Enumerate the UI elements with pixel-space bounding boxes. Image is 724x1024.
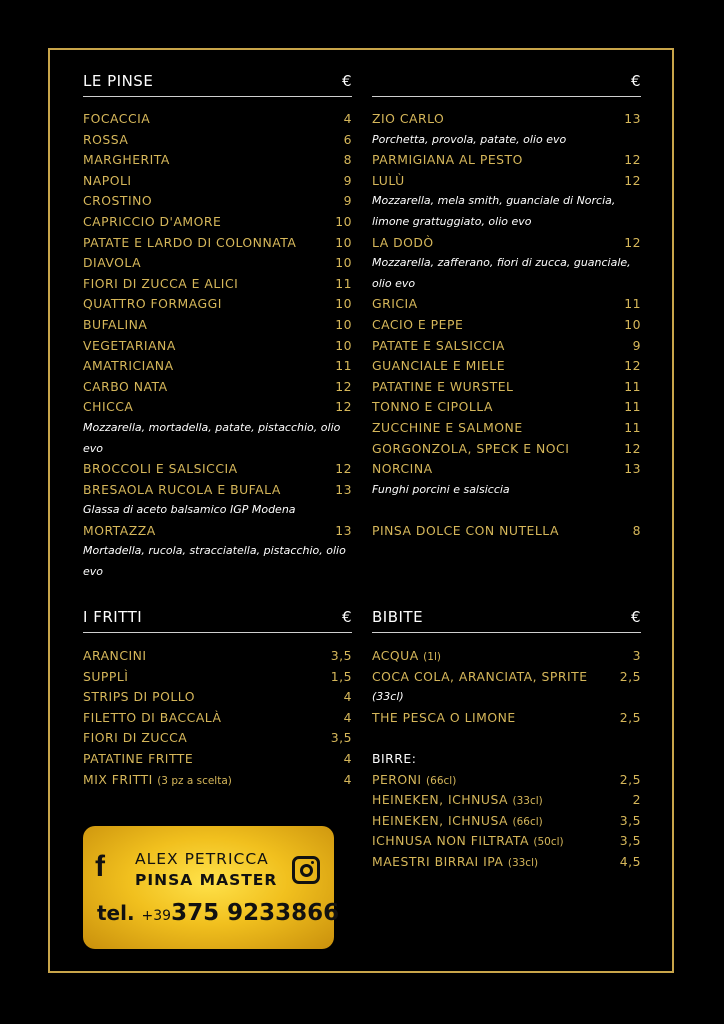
item-name: HEINEKEN, ICHNUSA [372, 812, 509, 828]
item-price: 10 [335, 337, 352, 353]
item-price: 10 [335, 296, 352, 312]
item-price: 13 [624, 111, 641, 126]
item-name: HEINEKEN, ICHNUSA [372, 792, 509, 808]
contact-card [83, 826, 340, 949]
item-name: PATATINE FRITTE [83, 750, 194, 766]
menu-item [372, 109, 641, 130]
item-name: MAESTRI BIRRAI IPA [372, 853, 504, 869]
item-price: 11 [624, 378, 641, 394]
item-name-group [372, 150, 523, 171]
item-name-group [372, 418, 523, 439]
item-name: GORGONZOLA, SPECK E NOCI [372, 440, 570, 456]
item-price: 12 [624, 234, 641, 250]
item-name: FILETTO DI BACCALÀ [83, 709, 222, 725]
menu-item [372, 521, 641, 542]
item-size-note: (50cl) [533, 836, 564, 849]
item-name-group [372, 831, 564, 852]
item-description: Glassa di aceto balsamico IGP Modena [83, 503, 296, 517]
menu-item [83, 728, 352, 749]
item-price: 3,5 [619, 833, 641, 849]
item-name: PATATE E SALSICCIA [372, 337, 505, 353]
menu-item [83, 646, 352, 667]
menu-item [83, 171, 352, 192]
item-name: MIX FRITTI [83, 771, 153, 787]
facebook-icon[interactable]: f [95, 850, 105, 883]
item-size-note: (66cl) [512, 815, 543, 828]
item-name: BUFALINA [83, 316, 148, 332]
contact-name: ALEX PETRICCA [135, 850, 269, 868]
item-name-group [83, 150, 170, 171]
menu-item [83, 480, 352, 501]
item-price: 6 [343, 131, 352, 147]
item-price: 9 [343, 193, 352, 209]
item-name-group [372, 790, 543, 811]
item-size-note: (3 pz a scelta) [157, 774, 232, 787]
item-name: TONNO E CIPOLLA [372, 399, 493, 415]
menu-item [372, 171, 641, 192]
item-name-group [83, 253, 141, 274]
item-price: 12 [624, 172, 641, 188]
item-price: 2 [632, 792, 641, 808]
item-name-group [83, 130, 128, 151]
item-name-group [83, 109, 150, 130]
section-title: I FRITTI [83, 608, 143, 626]
menu-item [83, 233, 352, 254]
item-name-group [83, 233, 296, 254]
menu-item [372, 150, 641, 171]
item-name: NAPOLI [83, 172, 132, 188]
menu-item [83, 130, 352, 151]
item-name: ZIO CARLO [372, 111, 445, 126]
section-title: BIBITE [372, 608, 424, 626]
item-name: ICHNUSA NON FILTRATA [372, 833, 529, 849]
item-name: MORTAZZA [83, 522, 156, 538]
bibite-header [372, 602, 641, 633]
item-name-group [83, 294, 222, 315]
currency-symbol: € [341, 608, 352, 626]
item-price: 12 [624, 440, 641, 456]
item-name: FIORI DI ZUCCA E ALICI [83, 275, 239, 291]
item-name-group [372, 171, 405, 192]
item-name: PINSA DOLCE CON NUTELLA [372, 522, 559, 538]
tel-label: tel. [97, 901, 135, 925]
item-price: 10 [335, 255, 352, 271]
item-name-group [372, 315, 463, 336]
menu-item [372, 377, 641, 398]
phone-number[interactable] [97, 900, 339, 926]
item-price: 3,5 [619, 812, 641, 828]
item-name-group [372, 459, 433, 480]
item-name: FOCACCIA [83, 111, 151, 126]
item-name-group [83, 315, 147, 336]
menu-item [83, 191, 352, 212]
item-name-group [83, 480, 281, 501]
item-name: DIAVOLA [83, 255, 142, 271]
item-name: ARANCINI [83, 648, 147, 663]
item-description: Funghi porcini e salsiccia [372, 482, 510, 496]
item-description: Porchetta, provola, patate, olio evo [372, 132, 567, 146]
item-name: BROCCOLI E SALSICCIA [83, 461, 238, 477]
item-name-group [372, 233, 434, 254]
item-name-group [83, 749, 193, 770]
item-name: CHICCA [83, 399, 134, 415]
item-description: Mozzarella, zafferano, fiori di zucca, guanciale, olio evo [372, 256, 631, 290]
item-price: 11 [624, 399, 641, 415]
item-price: 10 [335, 316, 352, 332]
menu-item [83, 356, 352, 377]
item-price: 11 [335, 275, 352, 291]
item-price: 12 [624, 358, 641, 374]
item-name: CACIO E PEPE [372, 316, 464, 332]
item-name-group [372, 336, 505, 357]
item-price: 2,5 [619, 771, 641, 787]
item-name-group [83, 728, 187, 749]
item-price: 4,5 [619, 853, 641, 869]
item-name: CAPRICCIO D'AMORE [83, 213, 222, 229]
item-name-group [83, 646, 147, 667]
menu-item [372, 315, 641, 336]
item-price: 8 [343, 152, 352, 168]
menu-item [372, 439, 641, 460]
menu-item [372, 852, 641, 873]
item-price: 13 [624, 461, 641, 477]
menu-item [83, 253, 352, 274]
menu-item [83, 708, 352, 729]
item-price: 11 [624, 419, 641, 435]
item-name: CROSTINO [83, 193, 153, 209]
item-price: 2,5 [619, 709, 641, 725]
item-name-group [372, 667, 588, 688]
item-name-group [83, 667, 128, 688]
menu-item [83, 459, 352, 480]
item-price: 10 [624, 316, 641, 332]
item-name-group [83, 377, 168, 398]
item-description: Mortadella, rucola, stracciatella, pistacchio, olio evo [83, 544, 346, 579]
item-name: COCA COLA, ARANCIATA, SPRITE [372, 668, 588, 684]
bibite-list [372, 646, 641, 873]
item-name-group [372, 770, 456, 791]
item-description: Mozzarella, mortadella, patate, pistacchio, olio evo [83, 420, 341, 455]
item-name-group [83, 770, 232, 791]
menu-item [372, 790, 641, 811]
menu-item [83, 150, 352, 171]
item-name: QUATTRO FORMAGGI [83, 296, 222, 312]
item-name-group [372, 811, 543, 832]
item-price: 3,5 [330, 648, 352, 663]
menu-item [372, 397, 641, 418]
menu-item [83, 397, 352, 418]
item-name-group [83, 171, 132, 192]
item-price: 9 [632, 337, 641, 353]
item-price: 2,5 [619, 668, 641, 684]
spacer [372, 728, 641, 749]
item-price: 9 [343, 172, 352, 188]
menu-item [83, 274, 352, 295]
item-name: LULÙ [372, 172, 405, 188]
item-name-group [372, 708, 516, 729]
menu-item [372, 336, 641, 357]
item-price: 4 [343, 709, 352, 725]
fritti-list [83, 646, 352, 790]
menu-item [83, 294, 352, 315]
item-name: BRESAOLA RUCOLA E BUFALA [83, 481, 281, 497]
item-name-group [372, 397, 493, 418]
menu-item [372, 811, 641, 832]
item-name: ZUCCHINE E SALMONE [372, 419, 523, 435]
pinse-list-right [372, 109, 641, 541]
menu-item [372, 667, 641, 688]
pinse-header [83, 66, 352, 97]
currency-symbol: € [630, 72, 641, 90]
item-name: ACQUA [372, 648, 419, 663]
menu-item [83, 336, 352, 357]
pinse-list-left [83, 109, 352, 583]
item-name-group [83, 212, 221, 233]
item-name: PARMIGIANA AL PESTO [372, 152, 523, 168]
tel-number: 375 9233866 [171, 900, 340, 926]
item-name-group [83, 356, 174, 377]
item-name-group [372, 356, 505, 377]
menu-item [83, 315, 352, 336]
item-name: CARBO NATA [83, 378, 168, 394]
item-price: 13 [335, 522, 352, 538]
item-name: LA DODÒ [372, 234, 434, 250]
item-name: GUANCIALE E MIELE [372, 358, 506, 374]
item-name-group [83, 521, 156, 542]
item-name: NORCINA [372, 461, 433, 477]
item-price: 4 [343, 771, 352, 787]
item-description: (33cl) [372, 690, 404, 704]
item-size-note: (1l) [423, 651, 441, 663]
item-name-group [372, 377, 513, 398]
item-name: ROSSA [83, 131, 129, 147]
item-name-group [83, 274, 238, 295]
menu-item [83, 212, 352, 233]
category-label: BIRRE: [372, 750, 417, 766]
item-name-group [83, 459, 238, 480]
item-price: 3 [632, 648, 641, 663]
section-title: LE PINSE [83, 72, 154, 90]
item-price: 12 [624, 152, 641, 168]
instagram-icon[interactable] [292, 856, 320, 884]
item-price: 11 [624, 296, 641, 312]
item-name: PATATE E LARDO DI COLONNATA [83, 234, 297, 250]
menu-item [372, 356, 641, 377]
item-name-group [372, 646, 441, 667]
item-name: THE PESCA O LIMONE [372, 709, 516, 725]
item-name-group [83, 336, 176, 357]
currency-symbol: € [630, 608, 641, 626]
item-price: 12 [335, 399, 352, 415]
item-name: GRICIA [372, 296, 418, 312]
spacer [372, 500, 641, 521]
tel-prefix: +39 [141, 908, 172, 924]
menu-item [83, 667, 352, 688]
item-name-group [83, 708, 221, 729]
item-description: Mozzarella, mela smith, guanciale di Norcia, limone grattuggiato, olio evo [372, 194, 616, 228]
menu-item [372, 294, 641, 315]
menu-item [83, 521, 352, 542]
item-price: 12 [335, 461, 352, 477]
pinse-header-right [372, 66, 641, 97]
item-size-note: (33cl) [507, 856, 539, 869]
menu-item [83, 687, 352, 708]
currency-symbol: € [341, 72, 352, 90]
item-size-note: (33cl) [512, 795, 543, 808]
item-price: 10 [335, 234, 352, 250]
item-name: PERONI [372, 771, 422, 787]
item-name-group [83, 687, 195, 708]
fritti-header [83, 602, 352, 633]
item-name: STRIPS DI POLLO [83, 689, 195, 705]
item-price: 10 [335, 213, 352, 229]
item-price: 11 [335, 358, 352, 374]
item-price: 8 [632, 522, 641, 538]
menu-item [372, 233, 641, 254]
item-name-group [83, 397, 133, 418]
menu-item [372, 646, 641, 667]
menu-item [83, 749, 352, 770]
item-name-group [372, 521, 559, 542]
menu-item [372, 418, 641, 439]
item-name: FIORI DI ZUCCA [83, 730, 188, 746]
menu-item [372, 459, 641, 480]
item-name: PATATINE E WURSTEL [372, 378, 514, 394]
item-name: AMATRICIANA [83, 358, 174, 374]
item-name: SUPPLÌ [83, 668, 129, 684]
item-price: 12 [335, 378, 352, 394]
item-price: 13 [335, 481, 352, 497]
item-price: 4 [343, 689, 352, 705]
item-size-note: (66cl) [426, 774, 457, 787]
contact-title: PINSA MASTER [135, 871, 278, 889]
item-price: 4 [343, 111, 352, 126]
item-name-group [372, 439, 569, 460]
menu-item [83, 377, 352, 398]
item-name: MARGHERITA [83, 152, 170, 168]
item-name-group [83, 191, 152, 212]
item-name-group [372, 109, 444, 130]
item-price: 4 [343, 750, 352, 766]
menu-item [372, 770, 641, 791]
item-name: VEGETARIANA [83, 337, 176, 353]
menu-item [372, 708, 641, 729]
item-name-group [372, 852, 538, 873]
item-price: 3,5 [330, 730, 352, 746]
menu-item [372, 831, 641, 852]
item-name-group [372, 294, 418, 315]
menu-item [83, 109, 352, 130]
menu-item [83, 770, 352, 791]
item-price: 1,5 [330, 668, 352, 684]
